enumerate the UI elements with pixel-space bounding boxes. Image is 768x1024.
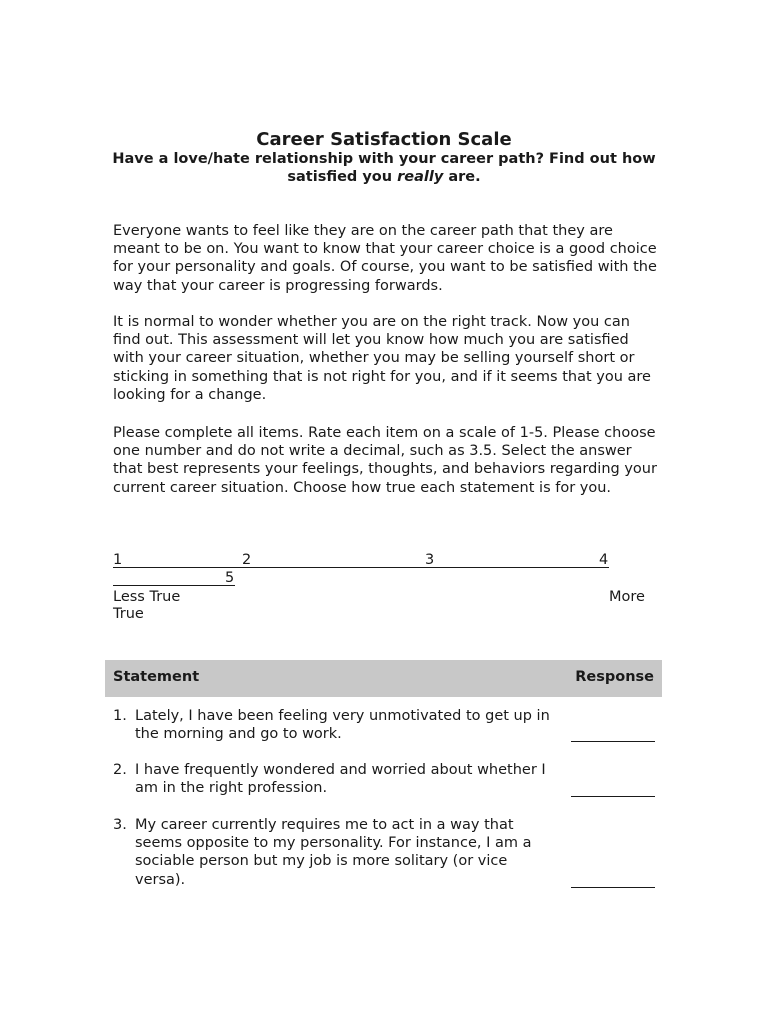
- scale-underline: [113, 567, 609, 568]
- table-header: [105, 660, 662, 697]
- table-row: [105, 761, 662, 811]
- statement-text: Lately, I have been feeling very unmotivated to get up in the morning and go to work.: [135, 708, 550, 743]
- subtitle-emphasis: really: [397, 169, 444, 185]
- table-row: [105, 707, 662, 757]
- rating-scale-continued: [113, 569, 243, 587]
- scale-label-true: True: [113, 606, 144, 622]
- intro-paragraph-1: Everyone wants to feel like they are on the career path that they are meant to be on. You want to know that your career choice is a good choice for your personality and goals. Of course, you want to be satisfied with the way that your career is progressing forwards.: [113, 223, 657, 294]
- scale-label-more: More: [609, 589, 645, 605]
- statement-text: My career currently requires me to act in a way that seems opposite to my personality. For instance, I am a sociable person but my job is more solitary (or vice versa).: [135, 817, 532, 888]
- response-blank[interactable]: [571, 887, 655, 888]
- scale-label-less-true: Less True: [113, 589, 181, 605]
- scale-underline-2: [113, 585, 235, 586]
- statement-text: I have frequently wondered and worried about whether I am in the right profession.: [135, 762, 546, 797]
- statement-number: 2.: [113, 762, 127, 778]
- response-blank[interactable]: [571, 741, 655, 742]
- response-blank[interactable]: [571, 796, 655, 797]
- statement-number: 3.: [113, 817, 127, 833]
- scale-number-2: 2: [242, 552, 252, 568]
- scale-number-3: 3: [425, 552, 435, 568]
- rating-scale: [113, 551, 613, 569]
- intro-paragraph-3: Please complete all items. Rate each item on a scale of 1-5. Please choose one number and do not write a decimal, such as 3.5. Select the answer that best represents your feelings, thoughts, and behaviors regarding your current career situation. Choose how true each statement is for you.: [113, 425, 657, 496]
- statement-table: [105, 660, 662, 888]
- subtitle-text-end: are.: [443, 169, 481, 185]
- statement-number: 1.: [113, 708, 127, 724]
- page-subtitle: [110, 150, 658, 186]
- scale-number-4: 4: [599, 552, 609, 568]
- scale-number-5: 5: [225, 570, 235, 586]
- intro-paragraph-2: It is normal to wonder whether you are on the right track. Now you can find out. This assessment will let you know how much you are satisfied with your career situation, whether you may be selling yourself short or sticking in something that is not right for you, and if it seems that you are looking for a change.: [113, 314, 651, 403]
- subtitle-text-start: Have a love/hate relationship with your career path? Find out how satisfied you: [112, 151, 656, 185]
- page-title: Career Satisfaction Scale: [256, 129, 512, 150]
- scale-number-1: 1: [113, 552, 123, 568]
- column-header-response: Response: [575, 669, 654, 685]
- table-row: [105, 816, 662, 896]
- column-header-statement: Statement: [113, 669, 200, 685]
